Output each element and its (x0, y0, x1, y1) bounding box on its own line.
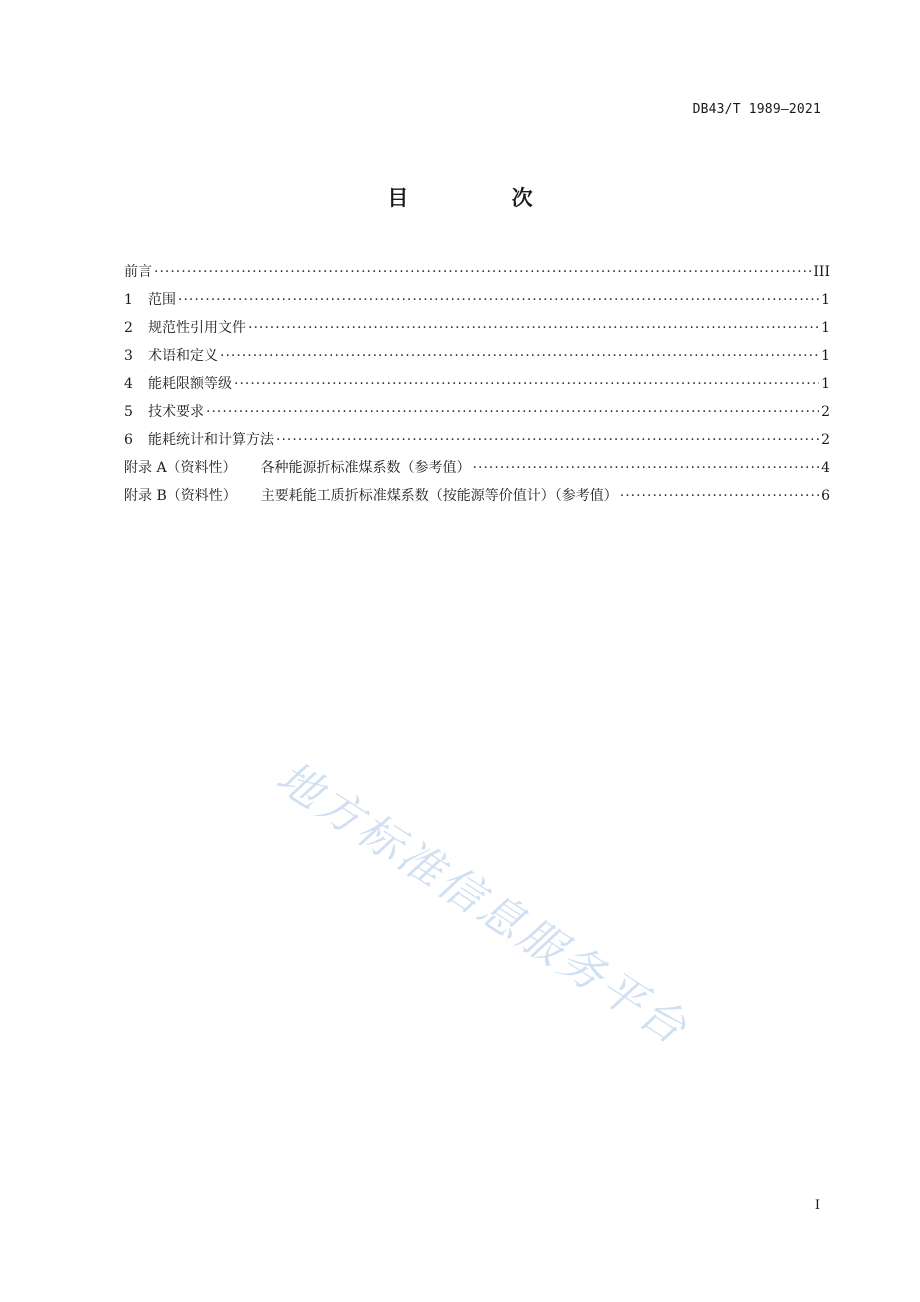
toc-entry-page: III (813, 264, 830, 280)
toc-entry-normative-references[interactable] (124, 314, 830, 342)
toc-leader (206, 398, 819, 426)
toc-entry-page: 1 (821, 320, 830, 336)
page-number: I (814, 1198, 820, 1213)
toc-entry-terms-definitions[interactable] (124, 342, 830, 370)
toc-entry-page: 1 (821, 292, 830, 308)
toc-entry-technical-requirements[interactable] (124, 398, 830, 426)
toc-leader (234, 370, 819, 398)
toc-entry-foreword[interactable] (124, 258, 830, 286)
page-title: 目 次 (387, 186, 581, 210)
toc-entry-label: 能耗统计和计算方法 (148, 432, 274, 448)
toc-leader (620, 482, 819, 510)
toc-leader (154, 258, 811, 286)
toc-appendix-title: 各种能源折标准煤系数（参考值） (260, 460, 471, 476)
toc-entry-label: 术语和定义 (148, 348, 218, 364)
toc-entry-energy-limit-levels[interactable] (124, 370, 830, 398)
table-of-contents (124, 258, 830, 510)
toc-entry-label: 前言 (124, 264, 152, 280)
toc-appendix-label: 附录 A（资料性） (124, 460, 237, 476)
document-code: DB43/T 1989—2021 (692, 102, 821, 117)
toc-entry-calculation-methods[interactable] (124, 426, 830, 454)
toc-appendix-title: 主要耗能工质折标准煤系数（按能源等价值计）（参考值） (260, 488, 618, 504)
toc-appendix-label: 附录 B（资料性） (124, 488, 237, 504)
toc-leader (220, 342, 819, 370)
watermark: 地方标准信息服务平台 (267, 751, 698, 1056)
toc-entry-page: 1 (821, 376, 830, 392)
toc-entry-page: 6 (821, 488, 830, 504)
toc-entry-label: 规范性引用文件 (148, 320, 246, 336)
toc-entry-number: 6 (124, 432, 133, 448)
toc-leader (178, 286, 819, 314)
toc-entry-page: 4 (821, 460, 830, 476)
toc-entry-appendix-a[interactable] (124, 454, 830, 482)
toc-leader (473, 454, 820, 482)
toc-entry-number: 2 (124, 320, 133, 336)
toc-entry-number: 3 (124, 348, 133, 364)
toc-leader (276, 426, 819, 454)
toc-entry-page: 2 (821, 404, 830, 420)
toc-entry-number: 5 (124, 404, 133, 420)
toc-entry-page: 1 (821, 348, 830, 364)
toc-entry-appendix-b[interactable] (124, 482, 830, 510)
toc-entry-label: 范围 (148, 292, 176, 308)
toc-entry-page: 2 (821, 432, 830, 448)
toc-entry-number: 4 (124, 376, 133, 392)
toc-entry-scope[interactable] (124, 286, 830, 314)
toc-leader (248, 314, 819, 342)
toc-entry-number: 1 (124, 292, 133, 308)
toc-entry-label: 能耗限额等级 (148, 376, 232, 392)
toc-entry-label: 技术要求 (148, 404, 204, 420)
